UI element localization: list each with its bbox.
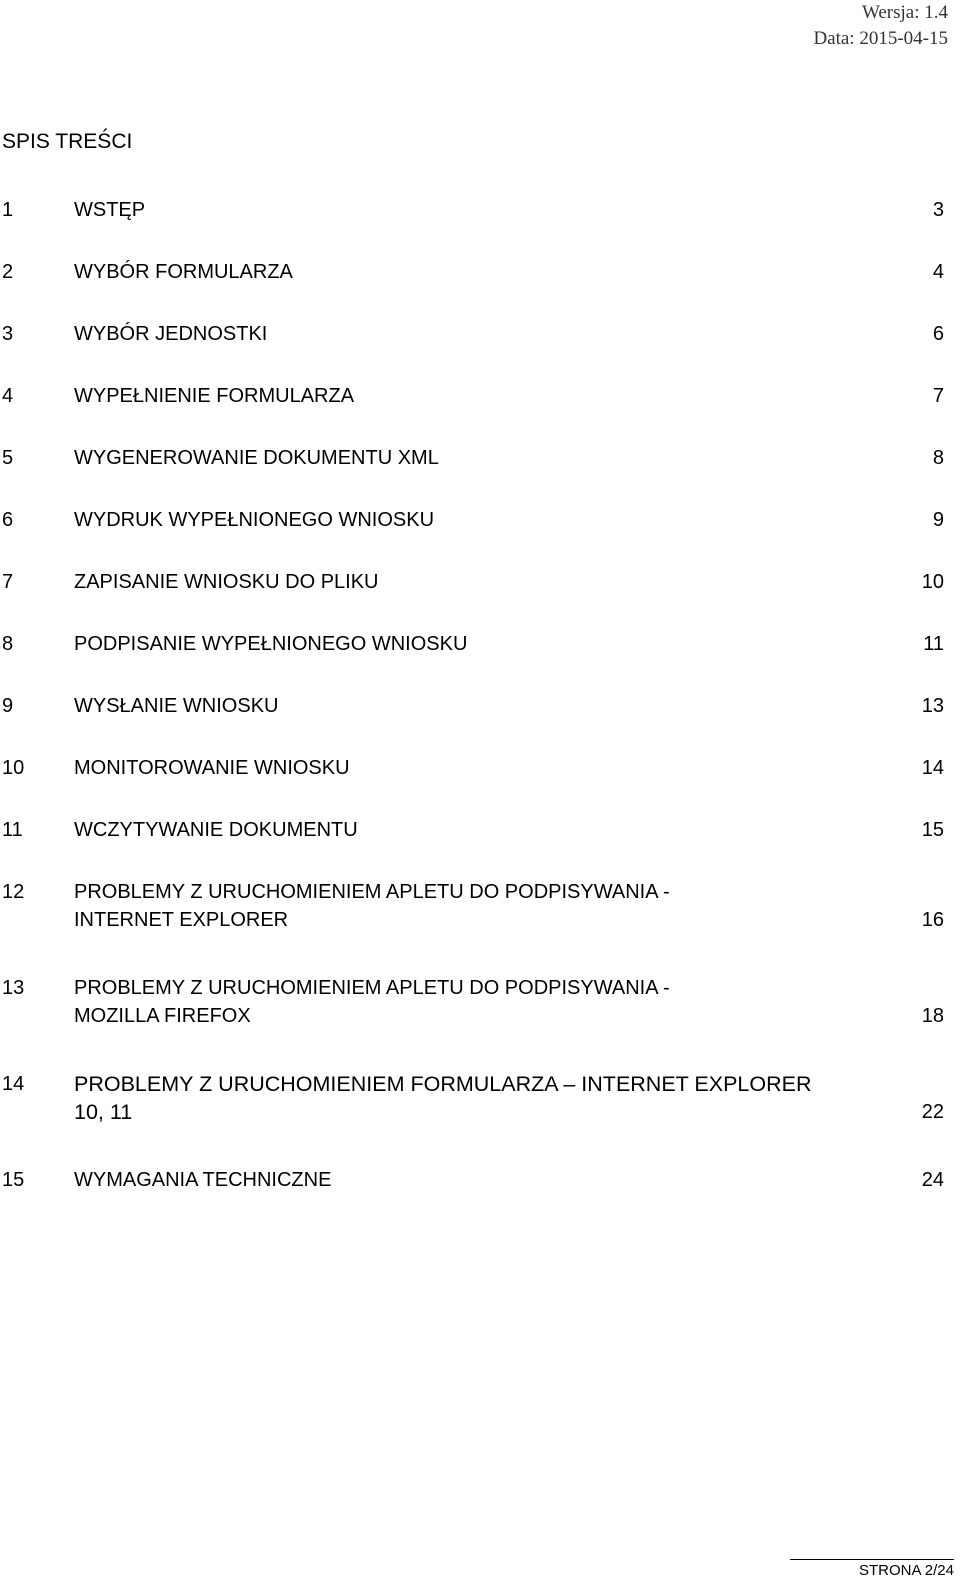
entry-page-number: 11	[923, 633, 944, 655]
entry-title-line: 10, 11	[74, 1100, 133, 1124]
toc-entry-9[interactable]	[2, 692, 944, 720]
entry-number: 7	[2, 571, 14, 593]
toc-entry-6[interactable]	[2, 506, 944, 534]
entry-title: WCZYTYWANIE DOKUMENTU	[74, 819, 358, 841]
toc-entry-8[interactable]	[2, 630, 944, 658]
entry-page-number: 8	[932, 447, 944, 469]
toc-entry-10[interactable]	[2, 754, 944, 782]
toc-entry-14[interactable]	[2, 1070, 944, 1126]
toc-entry-7[interactable]	[2, 568, 944, 596]
entry-number: 11	[2, 819, 23, 841]
entry-page-number: 24	[921, 1169, 944, 1191]
toc-entry-12[interactable]	[2, 878, 944, 934]
entry-number: 6	[2, 509, 14, 531]
entry-number: 13	[2, 977, 25, 999]
entry-number: 9	[2, 695, 14, 717]
entry-page-number: 7	[932, 385, 944, 407]
entry-number: 15	[2, 1169, 25, 1191]
entry-number: 3	[2, 323, 14, 345]
toc-entry-11[interactable]	[2, 816, 944, 844]
entry-number: 12	[2, 881, 25, 903]
toc-entry-3[interactable]	[2, 320, 944, 348]
toc-entry-15[interactable]	[2, 1166, 944, 1194]
entry-number: 5	[2, 447, 14, 469]
entry-page-number: 15	[921, 819, 944, 841]
entry-title: PODPISANIE WYPEŁNIONEGO WNIOSKU	[74, 633, 468, 655]
entry-page-number: 18	[921, 1005, 944, 1027]
entry-title-line: INTERNET EXPLORER	[74, 909, 289, 931]
entry-number: 2	[2, 261, 14, 283]
page-footer	[790, 1559, 954, 1582]
table-of-contents	[2, 196, 944, 1194]
entry-title: WYBÓR JEDNOSTKI	[74, 323, 268, 345]
entry-title-line: PROBLEMY Z URUCHOMIENIEM APLETU DO PODPISYWANIA -	[74, 977, 670, 999]
entry-page-number: 13	[921, 695, 944, 717]
entry-number: 4	[2, 385, 14, 407]
entry-title: WYDRUK WYPEŁNIONEGO WNIOSKU	[74, 509, 435, 531]
toc-entry-13[interactable]	[2, 974, 944, 1030]
toc-entry-4[interactable]	[2, 382, 944, 410]
entry-number: 1	[2, 199, 14, 221]
entry-page-number: 16	[921, 909, 944, 931]
entry-title-line: PROBLEMY Z URUCHOMIENIEM APLETU DO PODPISYWANIA -	[74, 881, 670, 903]
entry-title: WYGENEROWANIE DOKUMENTU XML	[74, 447, 439, 469]
entry-number: 8	[2, 633, 14, 655]
entry-title: WYBÓR FORMULARZA	[74, 261, 293, 283]
entry-title-line: PROBLEMY Z URUCHOMIENIEM FORMULARZA – INTERNET EXPLORER	[74, 1072, 812, 1096]
page-number-label: STRONA 2/24	[858, 1562, 954, 1579]
entry-title: WYSŁANIE WNIOSKU	[74, 695, 279, 717]
version-label: Wersja: 1.4	[861, 2, 948, 23]
entry-number: 14	[2, 1073, 25, 1095]
entry-title: WSTĘP	[74, 199, 146, 221]
toc-entry-2[interactable]	[2, 258, 944, 286]
entry-title-line: MOZILLA FIREFOX	[74, 1005, 251, 1027]
date-label: Data: 2015-04-15	[813, 28, 948, 49]
entry-page-number: 9	[932, 509, 944, 531]
entry-page-number: 10	[921, 571, 944, 593]
toc-title: SPIS TREŚCI	[2, 130, 133, 153]
entry-title: MONITOROWANIE WNIOSKU	[74, 757, 350, 779]
entry-title: ZAPISANIE WNIOSKU DO PLIKU	[74, 571, 379, 593]
entry-title: WYPEŁNIENIE FORMULARZA	[74, 385, 355, 407]
entry-page-number: 4	[932, 261, 944, 283]
toc-entry-1[interactable]	[2, 196, 944, 224]
entry-page-number: 22	[921, 1101, 944, 1123]
page-header	[813, 0, 948, 52]
toc-entry-5[interactable]	[2, 444, 944, 472]
entry-title: WYMAGANIA TECHNICZNE	[74, 1169, 332, 1191]
entry-page-number: 14	[921, 757, 944, 779]
entry-page-number: 3	[932, 199, 944, 221]
entry-number: 10	[2, 757, 25, 779]
entry-page-number: 6	[932, 323, 944, 345]
